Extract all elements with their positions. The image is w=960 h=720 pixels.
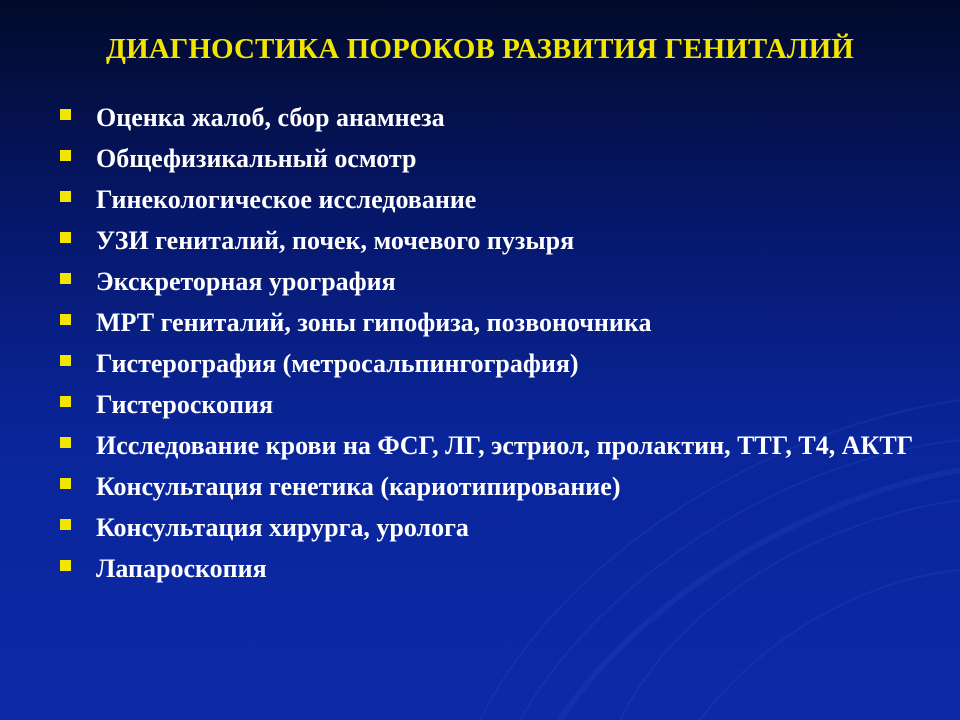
- list-item-label: Экскреторная урография: [96, 267, 396, 296]
- list-item: [60, 469, 930, 505]
- square-bullet-icon: [60, 314, 71, 325]
- square-bullet-icon: [60, 273, 71, 284]
- list-item-label: Лапароскопия: [96, 554, 267, 583]
- list-item: [60, 428, 930, 464]
- list-item-label: Общефизикальный осмотр: [96, 144, 417, 173]
- square-bullet-icon: [60, 478, 71, 489]
- list-item-label: МРТ гениталий, зоны гипофиза, позвоночника: [96, 308, 652, 337]
- square-bullet-icon: [60, 150, 71, 161]
- square-bullet-icon: [60, 560, 71, 571]
- square-bullet-icon: [60, 355, 71, 366]
- slide-title: ДИАГНОСТИКА ПОРОКОВ РАЗВИТИЯ ГЕНИТАЛИЙ: [106, 33, 854, 65]
- square-bullet-icon: [60, 109, 71, 120]
- list-item-label: Гистерография (метросальпингография): [96, 349, 579, 378]
- list-item: [60, 141, 930, 177]
- square-bullet-icon: [60, 396, 71, 407]
- list-item: [60, 346, 930, 382]
- list-item: [60, 223, 930, 259]
- list-item-label: УЗИ гениталий, почек, мочевого пузыря: [96, 226, 575, 255]
- list-item-label: Гинекологическое исследование: [96, 185, 477, 214]
- list-item-label: Консультация генетика (кариотипирование): [96, 472, 621, 501]
- list-item-label: Консультация хирурга, уролога: [96, 513, 469, 542]
- list-item: [60, 264, 930, 300]
- list-item: [60, 305, 930, 341]
- diagnostics-list: [60, 100, 930, 592]
- list-item: [60, 510, 930, 546]
- list-item: [60, 182, 930, 218]
- list-item: [60, 551, 930, 587]
- square-bullet-icon: [60, 519, 71, 530]
- list-item-label: Исследование крови на ФСГ, ЛГ, эстриол, пролактин, ТТГ, Т4, АКТГ: [96, 431, 914, 460]
- square-bullet-icon: [60, 232, 71, 243]
- square-bullet-icon: [60, 191, 71, 202]
- list-item-label: Оценка жалоб, сбор анамнеза: [96, 103, 445, 132]
- list-item: [60, 387, 930, 423]
- square-bullet-icon: [60, 437, 71, 448]
- list-item: [60, 100, 930, 136]
- list-item-label: Гистероскопия: [96, 390, 274, 419]
